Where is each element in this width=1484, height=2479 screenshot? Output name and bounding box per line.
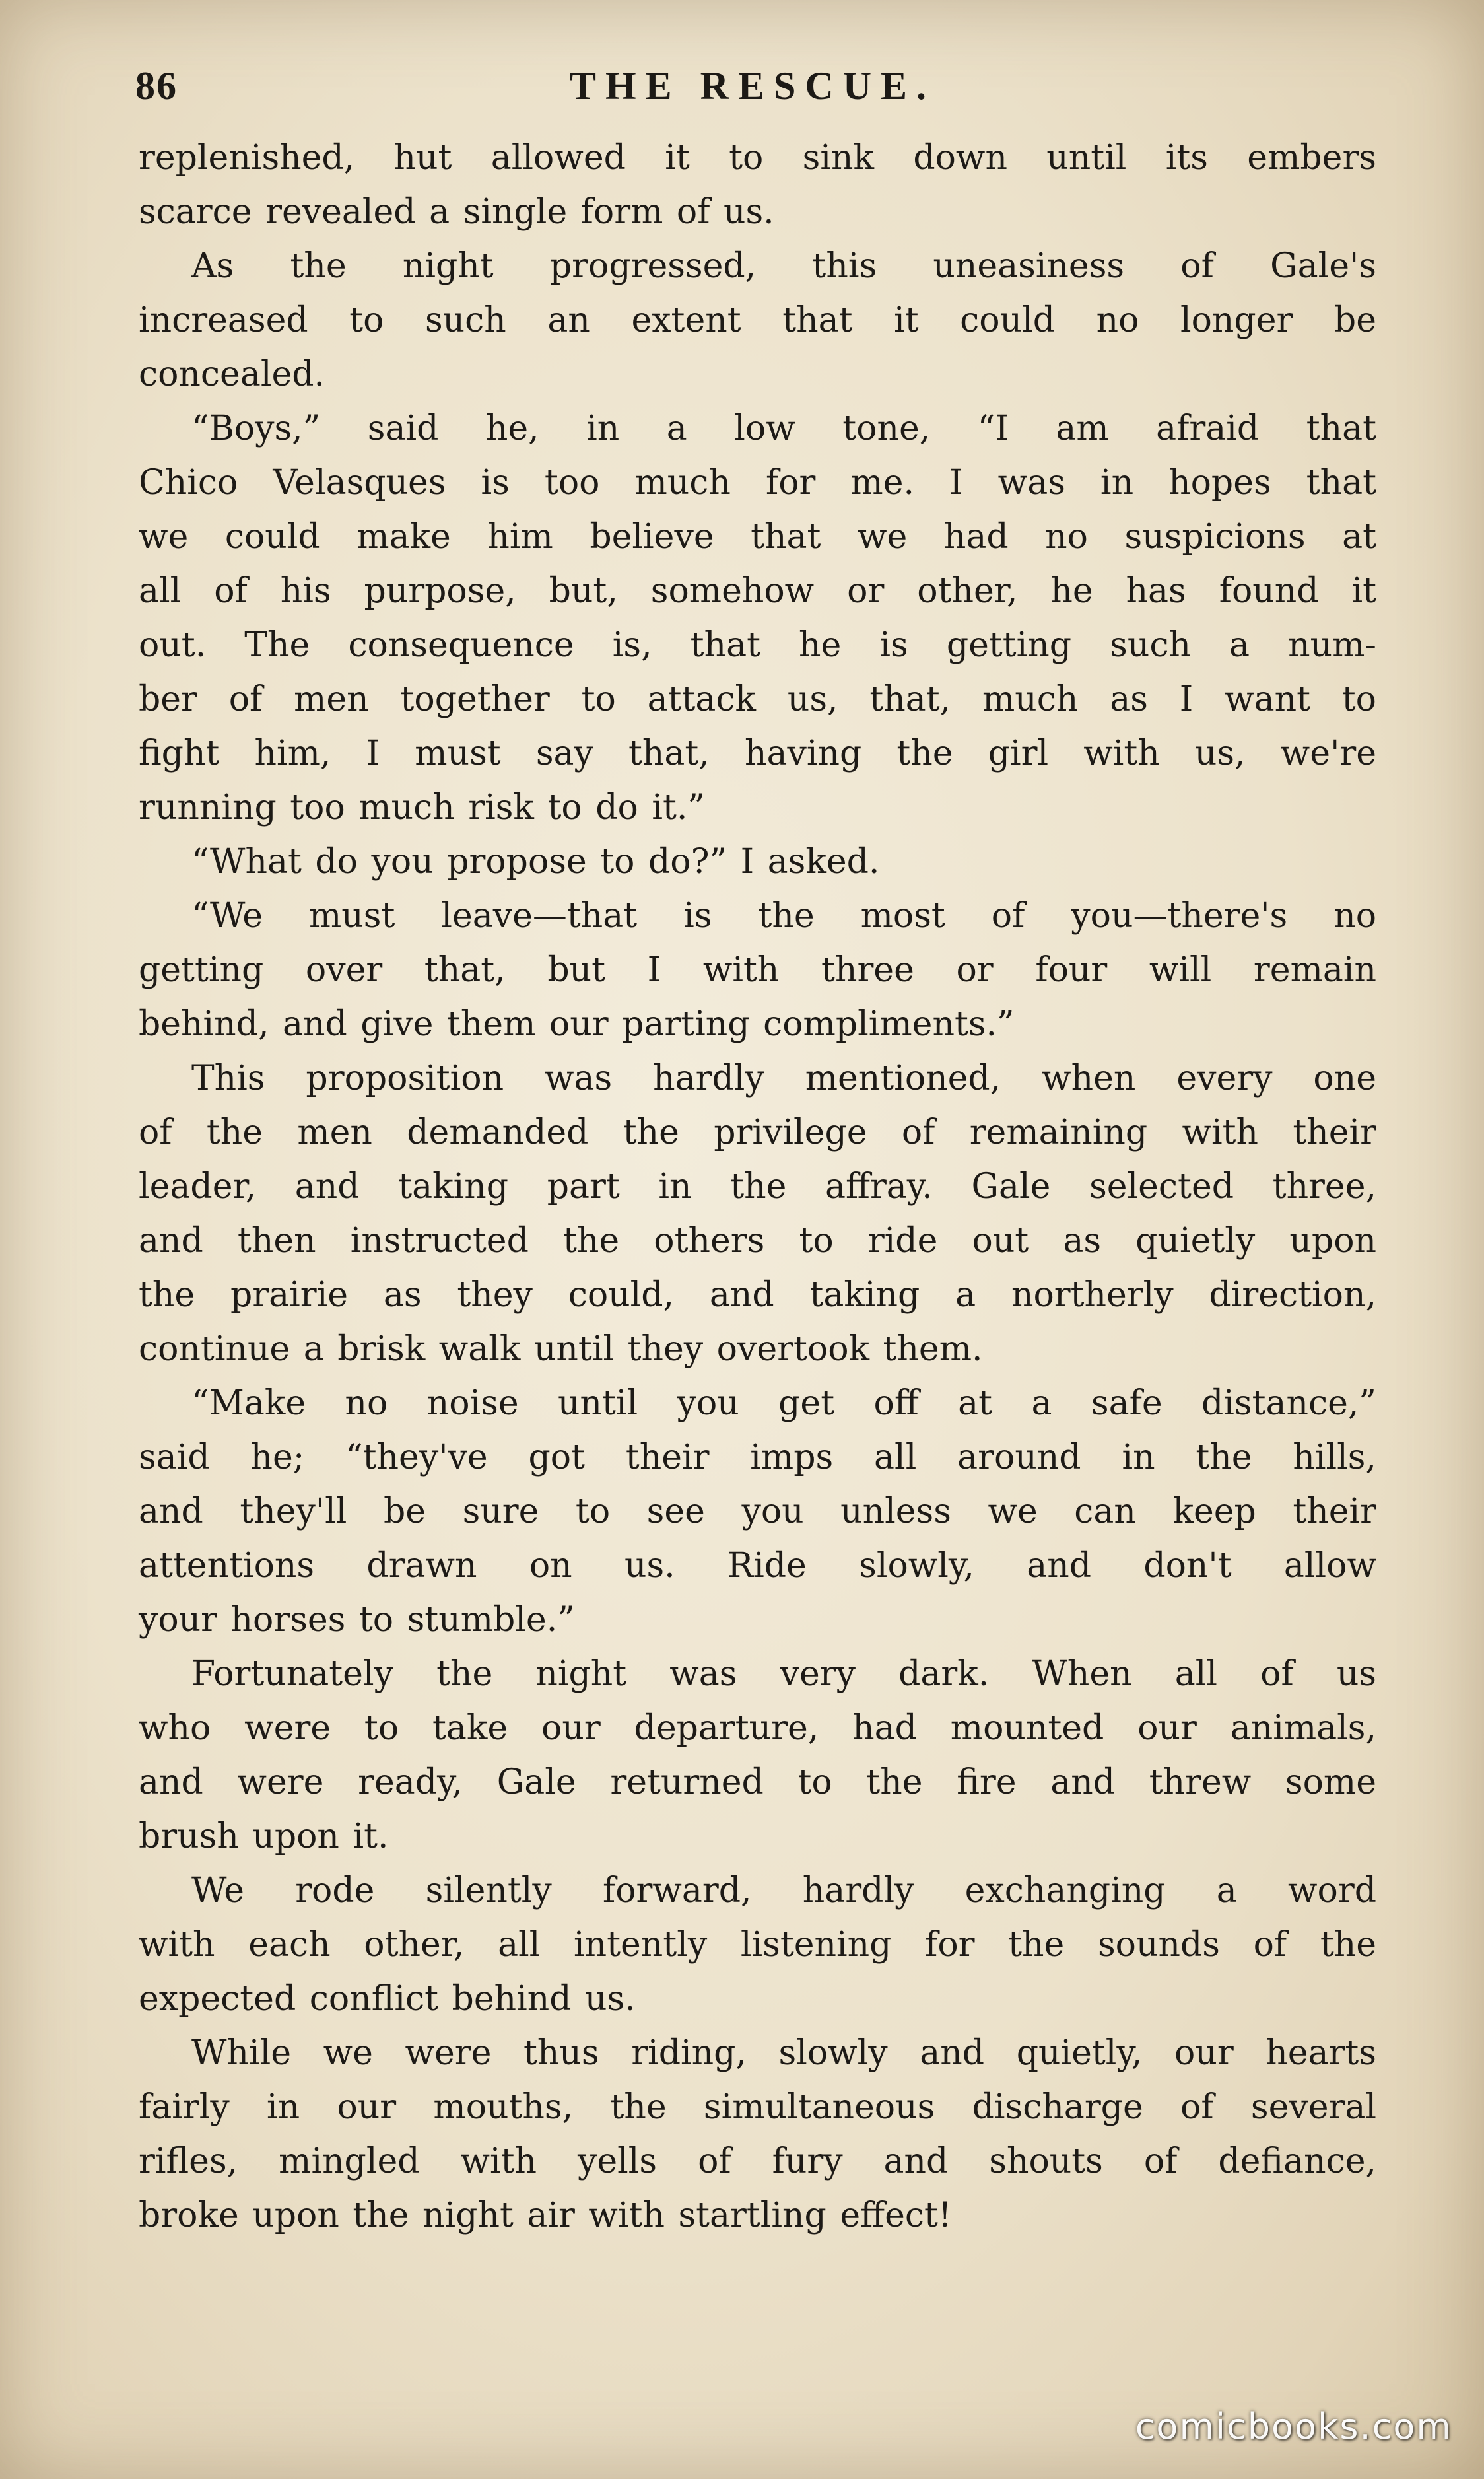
page-number: 86 — [135, 64, 178, 108]
watermark: comicbooks.com — [1135, 2406, 1452, 2447]
text-line: of the men demanded the privilege of remaining with their — [139, 1113, 1376, 1152]
text-line: your horses to stumble.” — [139, 1600, 575, 1640]
text-line: As the night progressed, this uneasiness of Gale's — [191, 246, 1376, 286]
text-line: ber of men together to attack us, that, much as I want to — [139, 680, 1376, 719]
running-title: THE RESCUE. — [569, 64, 936, 108]
text-line: “What do you propose to do?” I asked. — [191, 842, 880, 882]
text-line: leader, and taking part in the affray. Gale selected three, — [139, 1167, 1376, 1206]
text-line: continue a brisk walk until they overtook them. — [139, 1329, 983, 1369]
text-line: and they'll be sure to see you unless we can keep their — [139, 1492, 1376, 1531]
text-line: increased to such an extent that it could no longer be — [139, 300, 1376, 340]
text-line: broke upon the night air with startling effect! — [139, 2196, 952, 2235]
text-line: who were to take our departure, had mounted our animals, — [139, 1708, 1376, 1748]
text-line: with each other, all intently listening for the sounds of the — [139, 1925, 1376, 1965]
text-line: attentions drawn on us. Ride slowly, and don't allow — [139, 1546, 1376, 1586]
text-line: While we were thus riding, slowly and quietly, our hearts — [191, 2033, 1376, 2073]
text-line: we could make him believe that we had no suspicions at — [139, 517, 1376, 557]
text-line: all of his purpose, but, somehow or other, he has found it — [139, 571, 1376, 611]
text-line: fight him, I must say that, having the girl with us, we're — [139, 734, 1376, 773]
text-line: the prairie as they could, and taking a northerly direction, — [139, 1275, 1376, 1315]
text-line: running too much risk to do it.” — [139, 788, 705, 827]
text-line: “Boys,” said he, in a low tone, “I am afraid that — [191, 409, 1376, 448]
text-line: “Make no noise until you get off at a safe distance,” — [191, 1383, 1376, 1423]
page-header — [135, 63, 1370, 123]
text-line: brush upon it. — [139, 1817, 389, 1856]
text-line: and were ready, Gale returned to the fire and threw some — [139, 1763, 1376, 1802]
text-line: concealed. — [139, 355, 325, 394]
text-line: Chico Velasques is too much for me. I was in hopes that — [139, 463, 1376, 503]
text-line: out. The consequence is, that he is getting such a num- — [139, 625, 1376, 665]
text-line: and then instructed the others to ride out as quietly upon — [139, 1221, 1376, 1261]
text-line: “We must leave—that is the most of you—there's no — [191, 896, 1376, 936]
text-line: rifles, mingled with yells of fury and shouts of defiance, — [139, 2142, 1376, 2181]
text-line: said he; “they've got their imps all around in the hills, — [139, 1438, 1376, 1477]
text-line: We rode silently forward, hardly exchanging a word — [191, 1871, 1376, 1910]
text-line: scarce revealed a single form of us. — [139, 192, 774, 232]
text-line: This proposition was hardly mentioned, when every one — [191, 1059, 1376, 1098]
text-line: expected conflict behind us. — [139, 1979, 636, 2019]
text-line: getting over that, but I with three or four will remain — [139, 950, 1376, 990]
body-text — [139, 131, 1376, 2243]
text-line: Fortunately the night was very dark. When all of us — [191, 1654, 1376, 1694]
text-line: behind, and give them our parting compliments.” — [139, 1004, 1015, 1044]
text-line: replenished, hut allowed it to sink down until its embers — [139, 138, 1376, 178]
text-line: fairly in our mouths, the simultaneous discharge of several — [139, 2087, 1376, 2127]
